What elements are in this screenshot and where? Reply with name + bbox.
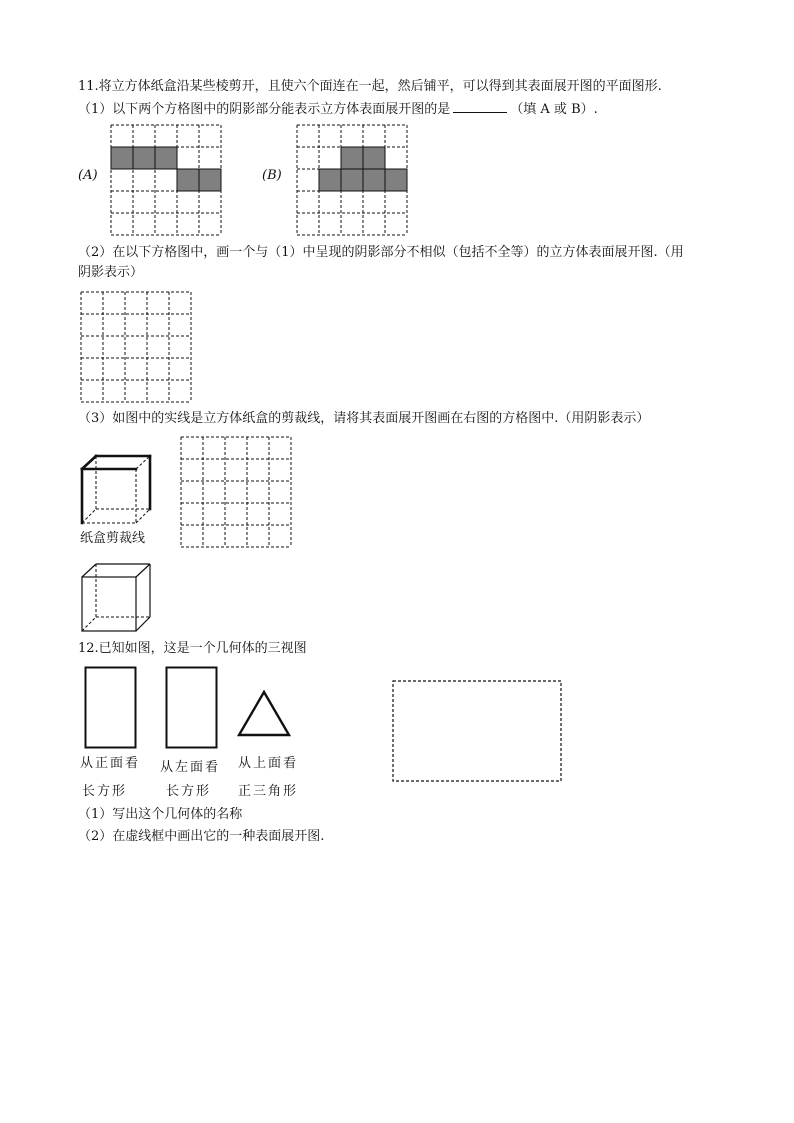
grid-a-shaded-cell: [177, 169, 199, 191]
grid-a-shaded-cell: [111, 147, 133, 169]
cube-plain: [78, 560, 154, 634]
top-view-caption: 从上面看: [238, 756, 299, 771]
front-view-rectangle: [84, 666, 138, 750]
grid-b-label: (B): [262, 168, 282, 183]
grid-b: [296, 124, 408, 234]
top-view-triangle: [236, 690, 292, 738]
cube-caption: 纸盒剪裁线: [80, 531, 146, 546]
grid-b-shaded-cell: [385, 169, 407, 191]
drawing-grid-part2[interactable]: [80, 291, 192, 401]
q11-part1-text: （1）以下两个方格图中的阴影部分能表示立方体表面展开图的是: [78, 102, 451, 117]
left-view-caption: 从左面看: [160, 760, 221, 775]
top-view-shape: 正三角形: [238, 784, 299, 799]
q12-part2: （2）在虚线框中画出它的一种表面展开图.: [78, 829, 325, 844]
grid-b-shaded-cell: [363, 147, 385, 169]
grid-a-shaded-cell: [155, 147, 177, 169]
q11-part2-line2: 阴影表示）: [78, 265, 144, 280]
front-view-shape: 长方形: [82, 784, 128, 799]
grid-b-shaded-cell: [341, 147, 363, 169]
grid-b-shaded-cell: [319, 169, 341, 191]
q11-part1: [78, 100, 598, 119]
q11-part3: （3）如图中的实线是立方体纸盒的剪裁线，请将其表面展开图画在右图的方格图中.（用阴影表示）: [78, 411, 650, 426]
grid-b-shaded-cell: [341, 169, 363, 191]
grid-a-shaded-cell: [133, 147, 155, 169]
q11-intro: 11.将立方体纸盒沿某些棱剪开，且使六个面连在一起，然后铺平，可以得到其表面展开图的平面图形.: [78, 79, 662, 94]
grid-a-shaded-cell: [199, 169, 221, 191]
q11-part1-hint: （填 A 或 B）.: [510, 102, 598, 117]
q12-intro: 12.已知如图，这是一个几何体的三视图: [78, 641, 307, 656]
cube-cut-lines: [78, 452, 154, 526]
dashed-drawing-box[interactable]: [392, 680, 564, 784]
grid-b-shaded-cell: [363, 169, 385, 191]
q11-part2-line1: （2）在以下方格图中，画一个与（1）中呈现的阴影部分不相似（包括不全等）的立方体表面展开图.（用: [78, 245, 684, 260]
front-view-caption: 从正面看: [80, 756, 141, 771]
answer-blank[interactable]: [453, 100, 507, 113]
drawing-grid-part3[interactable]: [180, 436, 292, 546]
grid-a: [110, 124, 222, 234]
left-view-rectangle: [165, 666, 219, 750]
grid-a-label: (A): [78, 168, 98, 183]
left-view-shape: 长方形: [166, 784, 212, 799]
q12-part1: （1）写出这个几何体的名称: [78, 807, 243, 822]
